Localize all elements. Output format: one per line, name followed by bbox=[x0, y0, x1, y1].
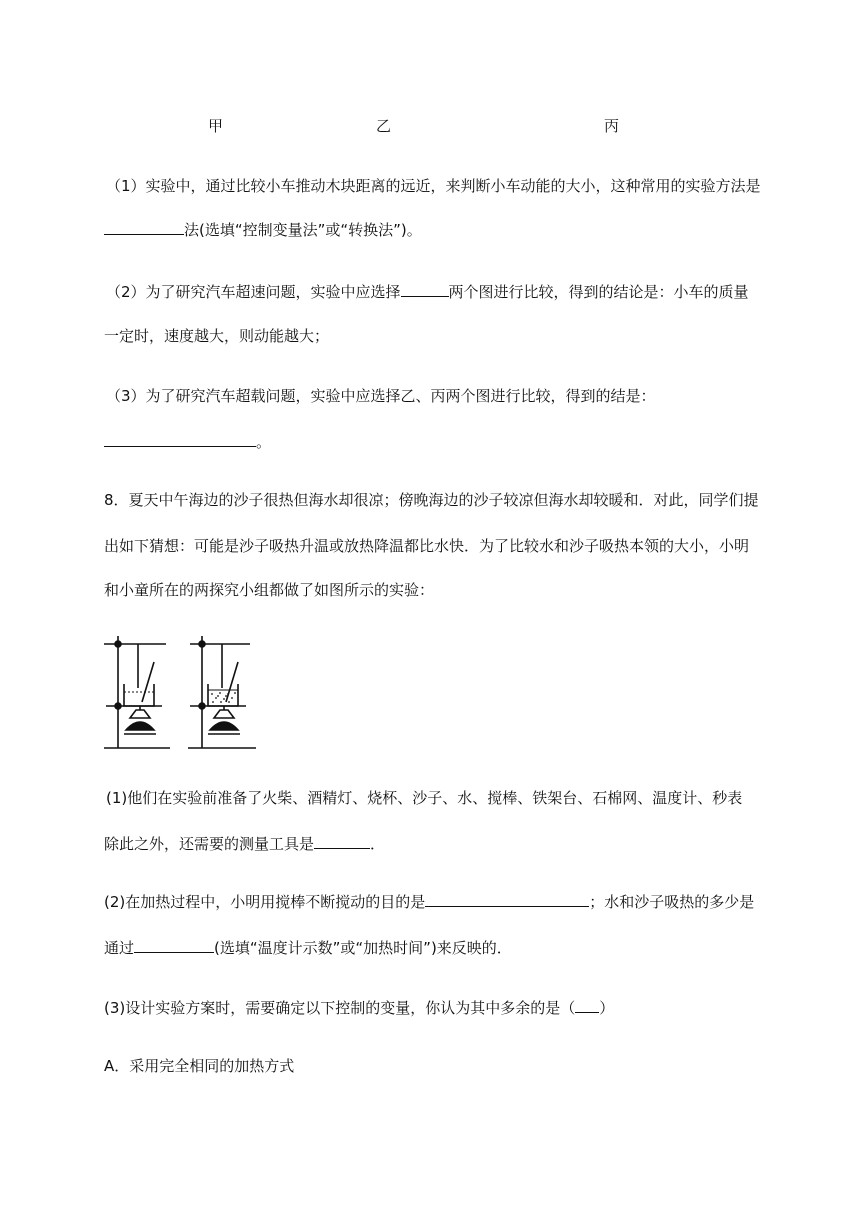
q1-line2-text: 法(选填“控制变量法”或“转换法”)。 bbox=[184, 221, 422, 239]
answer-blank-s2a[interactable] bbox=[425, 892, 589, 907]
figure-label-bing: 丙 bbox=[604, 117, 620, 135]
heating-apparatus-figure bbox=[100, 630, 260, 752]
s1-line1: (1)他们在实验前准备了火柴、酒精灯、烧杯、沙子、水、搅棒、铁架台、石棉网、温度计、秒表 bbox=[106, 789, 743, 807]
q2-line1-after: 两个图进行比较，得到的结论是：小车的质量 bbox=[448, 283, 749, 301]
answer-blank-s2b[interactable] bbox=[134, 938, 214, 953]
answer-blank-s1[interactable] bbox=[314, 834, 370, 849]
q3-line2 bbox=[104, 432, 271, 452]
s2-line2 bbox=[104, 938, 512, 958]
p8-line3: 和小童所在的两探究小组都做了如图所示的实验： bbox=[104, 581, 435, 599]
answer-blank-q2[interactable] bbox=[401, 282, 449, 297]
q2-line2: 一定时，速度越大，则动能越大； bbox=[104, 327, 330, 345]
q2-line1-before: （2）为了研究汽车超速问题，实验中应选择 bbox=[106, 283, 401, 301]
s2-line2-after: (选填“温度计示数”或“加热时间”)来反映的． bbox=[214, 939, 512, 957]
figure-label-yi: 乙 bbox=[376, 117, 392, 135]
s1-line2-after: ． bbox=[370, 835, 386, 853]
q1-line1: （1）实验中，通过比较小车推动木块距离的远近，来判断小车动能的大小，这种常用的实验方法是 bbox=[106, 177, 761, 195]
p8-line1: 8．夏天中午海边的沙子很热但海水却很凉；傍晚海边的沙子较凉但海水却较暖和．对此，同学们提 bbox=[104, 491, 759, 509]
s2-line2-before: 通过 bbox=[104, 939, 135, 957]
answer-blank-q1[interactable] bbox=[104, 220, 184, 235]
q3-line2-text: 。 bbox=[256, 433, 272, 451]
s1-line2 bbox=[104, 834, 385, 854]
q2-line1 bbox=[106, 282, 749, 302]
s2-line1-after: ；水和沙子吸热的多少是 bbox=[589, 893, 755, 911]
option-a[interactable]: A．采用完全相同的加热方式 bbox=[104, 1057, 295, 1075]
answer-blank-s3[interactable] bbox=[575, 998, 599, 1013]
s2-line1 bbox=[104, 892, 754, 912]
p8-line2: 出如下猜想：可能是沙子吸热升温或放热降温都比水快．为了比较水和沙子吸热本领的大小，小明 bbox=[104, 537, 750, 555]
q3-line1: （3）为了研究汽车超载问题，实验中应选择乙、丙两个图进行比较，得到的结是： bbox=[106, 387, 656, 405]
s3-line1-before: (3)设计实验方案时，需要确定以下控制的变量，你认为其中多余的是（ bbox=[104, 999, 576, 1017]
s3-line1 bbox=[104, 998, 614, 1018]
figure-label-jia: 甲 bbox=[208, 117, 224, 135]
s1-line2-before: 除此之外，还需要的测量工具是 bbox=[104, 835, 315, 853]
q1-line2 bbox=[104, 220, 422, 240]
s3-line1-after: ） bbox=[599, 999, 615, 1017]
answer-blank-q3[interactable] bbox=[104, 432, 256, 447]
s2-line1-before: (2)在加热过程中，小明用搅棒不断搅动的目的是 bbox=[104, 893, 426, 911]
